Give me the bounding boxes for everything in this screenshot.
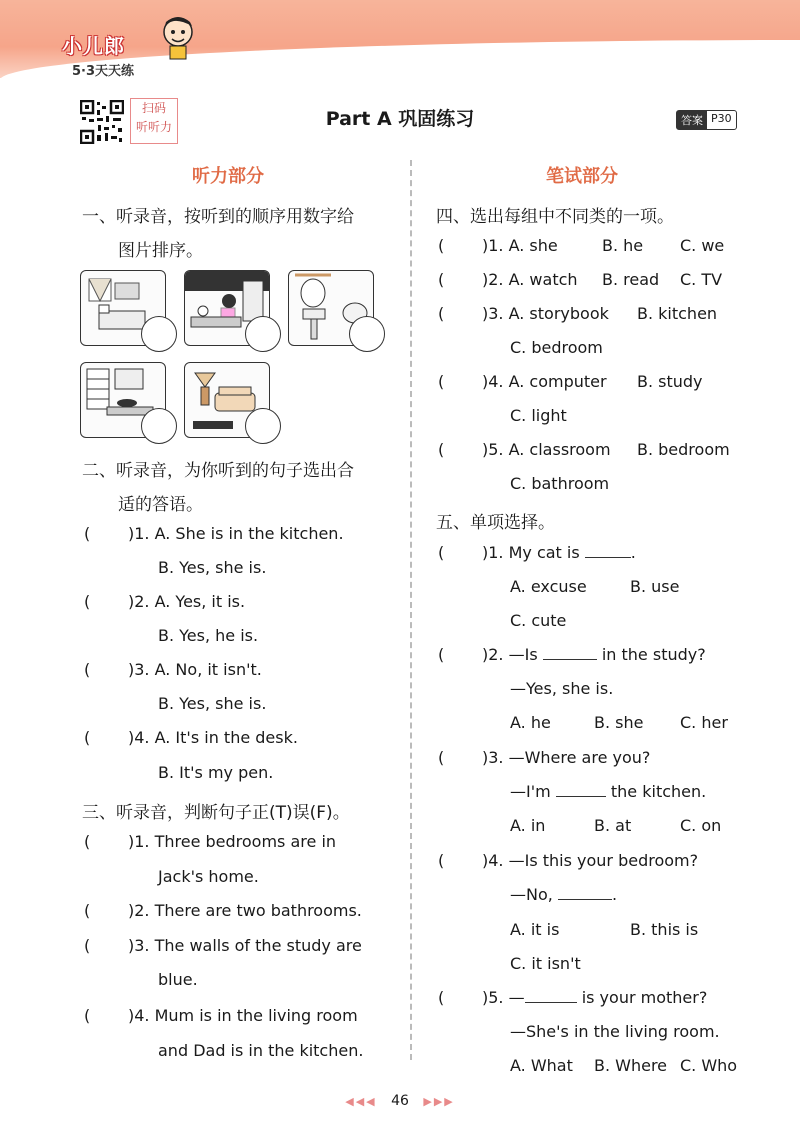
q5-item-2-reply: —Yes, she is. (510, 679, 614, 698)
fill-blank[interactable] (556, 796, 606, 797)
q5-item-5-question: )5. — is your mother? (482, 988, 708, 1007)
q5-item-5-b: B. Where (594, 1056, 668, 1075)
q5-item-3-reply: —I'm the kitchen. (510, 782, 707, 801)
q2-item-3-b: B. Yes, she is. (158, 694, 267, 713)
q4-item-1-c: C. we (680, 236, 725, 255)
answer-paren[interactable]: ( (84, 832, 91, 851)
q4-item-3-a: )3. A. storybook (482, 304, 609, 323)
answer-paren[interactable]: ( (84, 524, 91, 543)
q5-item-4-c: C. it isn't (510, 954, 581, 973)
q5-item-1-question: )1. My cat is . (482, 543, 636, 562)
q2-title: 二、听录音，为你听到的句子选出合 (82, 461, 354, 481)
q4-item-1-a: )1. A. she (482, 236, 558, 255)
q5-item-4-reply: —No, . (510, 885, 618, 904)
q1-title: 一、听录音，按听到的顺序用数字给 (82, 207, 354, 227)
q3-item-1: )1. Three bedrooms are in (128, 832, 337, 851)
q3-item-4: )4. Mum is in the living room (128, 1006, 358, 1025)
q4-item-5-b: B. bedroom (637, 440, 730, 459)
q2-item-2-b: B. Yes, he is. (158, 626, 259, 645)
q5-item-3-a: A. in (510, 816, 546, 835)
q4-item-4-c: C. light (510, 406, 567, 425)
fill-blank[interactable] (585, 557, 631, 558)
answer-circle[interactable] (245, 408, 281, 444)
answer-paren[interactable]: ( (84, 1006, 91, 1025)
q5-item-4-question: )4. —Is this your bedroom? (482, 851, 699, 870)
answer-paren[interactable]: ( (84, 936, 91, 955)
q4-item-4-b: B. study (637, 372, 703, 391)
fill-blank[interactable] (558, 899, 612, 900)
q2-item-3: )3. A. No, it isn't. (128, 660, 262, 679)
q4-item-5-c: C. bathroom (510, 474, 610, 493)
q5-title: 五、单项选择。 (436, 513, 555, 533)
written-section-title: 笔试部分 (546, 166, 618, 187)
page-footer (0, 1093, 800, 1109)
q2-item-2: )2. A. Yes, it is. (128, 592, 246, 611)
q5-item-5-reply: —She's in the living room. (510, 1022, 720, 1041)
mascot-boy-icon (160, 14, 196, 60)
q5-item-2-c: C. her (680, 713, 728, 732)
prev-arrows-icon: ◀◀◀ (345, 1095, 377, 1108)
page-title: Part A 巩固练习 (325, 108, 475, 130)
q5-item-1-c: C. cute (510, 611, 567, 630)
q4-item-2-a: )2. A. watch (482, 270, 578, 289)
page-number: 46 (391, 1093, 409, 1109)
q4-item-2-c: C. TV (680, 270, 723, 289)
answer-circle[interactable] (141, 316, 177, 352)
answer-paren[interactable]: ( (438, 851, 445, 870)
q5-item-1-b: B. use (630, 577, 680, 596)
q5-item-3-b: B. at (594, 816, 632, 835)
q5-item-5-c: C. Who (680, 1056, 738, 1075)
q2-item-4: )4. A. It's in the desk. (128, 728, 298, 747)
q2-item-1: )1. A. She is in the kitchen. (128, 524, 344, 543)
q3-item-3-cont: blue. (158, 970, 198, 989)
answer-paren[interactable]: ( (84, 728, 91, 747)
answer-circle[interactable] (245, 316, 281, 352)
q3-item-2: )2. There are two bathrooms. (128, 901, 362, 920)
q4-item-5-a: )5. A. classroom (482, 440, 611, 459)
answer-paren[interactable]: ( (438, 988, 445, 1007)
q5-item-4-b: B. this is (630, 920, 699, 939)
q4-item-1-b: B. he (602, 236, 644, 255)
answer-paren[interactable]: ( (438, 748, 445, 767)
answer-paren[interactable]: ( (438, 372, 445, 391)
q2-item-1-b: B. Yes, she is. (158, 558, 267, 577)
answer-paren[interactable]: ( (84, 660, 91, 679)
q5-item-5-a: A. What (510, 1056, 573, 1075)
series-name: 5·3天天练 (72, 64, 135, 79)
q4-item-3-c: C. bedroom (510, 338, 603, 357)
q3-item-3: )3. The walls of the study are (128, 936, 362, 955)
answer-paren[interactable]: ( (438, 645, 445, 664)
answer-paren[interactable]: ( (84, 592, 91, 611)
fill-blank[interactable] (525, 1002, 577, 1003)
scan-listen-label: 扫码 听听力 (130, 98, 178, 144)
q4-item-4-a: )4. A. computer (482, 372, 607, 391)
q4-title: 四、选出每组中不同类的一项。 (436, 207, 674, 227)
answer-paren[interactable]: ( (438, 543, 445, 562)
answer-paren[interactable]: ( (84, 901, 91, 920)
q4-item-3-b: B. kitchen (637, 304, 718, 323)
next-arrows-icon: ▶▶▶ (423, 1095, 455, 1108)
answer-badge: 答案 P30 (676, 110, 737, 130)
answer-circle[interactable] (349, 316, 385, 352)
answer-circle[interactable] (141, 408, 177, 444)
q5-item-1-a: A. excuse (510, 577, 587, 596)
q5-item-3-c: C. on (680, 816, 722, 835)
q3-item-1-cont: Jack's home. (158, 867, 259, 886)
answer-paren[interactable]: ( (438, 304, 445, 323)
q5-item-4-a: A. it is (510, 920, 560, 939)
brand-logo: 小儿郎 (62, 34, 125, 58)
q5-item-2-b: B. she (594, 713, 644, 732)
q4-item-2-b: B. read (602, 270, 660, 289)
q5-item-2-question: )2. —Is in the study? (482, 645, 706, 664)
q2-item-4-b: B. It's my pen. (158, 763, 274, 782)
column-divider (410, 160, 412, 1060)
q3-title: 三、听录音，判断句子正(T)误(F)。 (82, 803, 350, 823)
q5-item-2-a: A. he (510, 713, 551, 732)
q5-item-3-question: )3. —Where are you? (482, 748, 651, 767)
answer-paren[interactable]: ( (438, 440, 445, 459)
answer-paren[interactable]: ( (438, 270, 445, 289)
listening-section-title: 听力部分 (192, 166, 264, 187)
q2-title-cont: 适的答语。 (118, 495, 203, 515)
q3-item-4-cont: and Dad is in the kitchen. (158, 1041, 364, 1060)
answer-paren[interactable]: ( (438, 236, 445, 255)
fill-blank[interactable] (543, 659, 597, 660)
q1-title-cont: 图片排序。 (118, 241, 203, 261)
